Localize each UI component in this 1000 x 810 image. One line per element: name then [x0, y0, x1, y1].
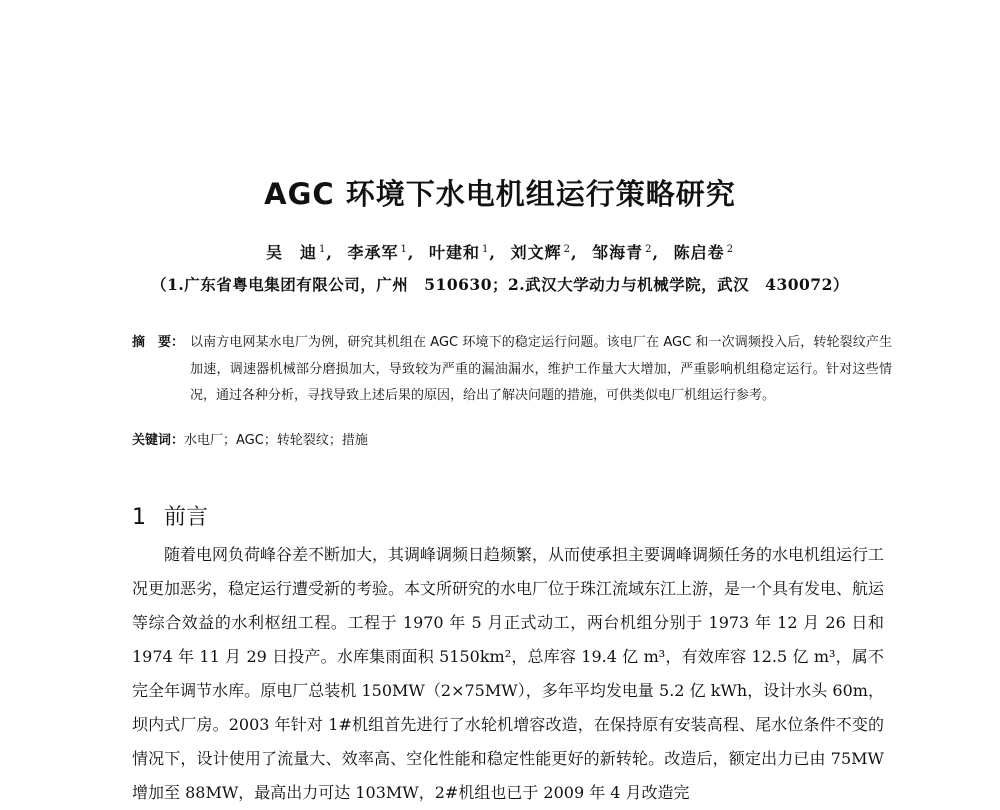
- author-name: 李承军: [347, 243, 399, 262]
- section-number: 1: [132, 505, 146, 530]
- author-affil-mark: 2: [645, 243, 653, 255]
- affiliation: （1.广东省粤电集团有限公司，广州 510630；2.武汉大学动力与机械学院，武汉 430072）: [151, 275, 849, 294]
- abstract-label: 摘 要：: [132, 335, 185, 350]
- keywords-label: 关键词：: [132, 433, 185, 448]
- author: 刘文辉 $^2$,: [510, 243, 578, 262]
- author-affil-mark: 1: [482, 243, 490, 255]
- author-name: 邹海青: [592, 243, 644, 262]
- author-affil-mark: 2: [563, 243, 571, 255]
- keywords: [132, 430, 892, 452]
- section-heading: [132, 500, 208, 531]
- abstract: [132, 330, 892, 410]
- keywords-text: 水电厂；AGC；转轮裂纹；措施: [184, 433, 368, 448]
- author-affil-mark: 1: [318, 243, 327, 255]
- author-name: 叶建和: [429, 243, 481, 262]
- author-name: 吴 迪: [265, 243, 317, 262]
- author: 叶建和 $^1$,: [429, 243, 496, 262]
- abstract-text: 以南方电网某水电厂为例，研究其机组在 AGC 环境下的稳定运行问题。该电厂在 AGC 和一次调频投入后，转轮裂纹产生加速，调速器机械部分磨损加大，导致较为严重的漏油漏水，维护工作量大大增加，严重影响机组稳定运行。针对这些情况，通过各种分析，寻找导致上述后果的原因，给出了解决问题的措施，可供类似电厂机组运行参考。: [190, 335, 892, 403]
- author-name: 刘文辉: [510, 243, 562, 262]
- intro-paragraph: 随着电网负荷峰谷差不断加大，其调峰调频日趋频繁，从而使承担主要调峰调频任务的水电机组运行工况更加恶劣，稳定运行遭受新的考验。本文所研究的水电厂位于珠江流域东江上游，是一个具有发电、航运等综合效益的水利枢纽工程。工程于 1970 年 5 月正式动工，两台机组分别于 1973 年 12 月 26 日和 1974 年 11 月 29 日投产。水库集雨面积 5150km²，总库容 19.4 亿 m³，有效库容 12.5 亿 m³，属不完全年调节水库。原电厂总装机 150MW（2×75MW），多年平均发电量 5.2 亿 kWh，设计水头 60m，坝内式厂房。2003 年针对 1#机组首先进行了水轮机增容改造，在保持原有安装高程、尾水位条件不变的情况下，设计使用了流量大、效率高、空化性能和稳定性能更好的新转轮。改造后，额定出力已由 75MW 增加至 88MW，最高出力可达 103MW，2#机组也已于 2009 年 4 月改造完: [132, 545, 885, 802]
- author-affil-mark: 2: [726, 243, 735, 255]
- author: [674, 240, 734, 263]
- author-list: [0, 240, 1000, 263]
- author: 邹海青 $^2$,: [592, 243, 660, 262]
- author: 吴 迪 $^1$,: [265, 243, 333, 262]
- section-title: 前言: [164, 505, 209, 530]
- paper-title: AGC 环境下水电机组运行策略研究: [264, 177, 736, 211]
- author-affil-mark: 1: [400, 243, 408, 255]
- author-name: 陈启卷: [673, 243, 725, 262]
- author: 李承军 $^1$,: [347, 243, 415, 262]
